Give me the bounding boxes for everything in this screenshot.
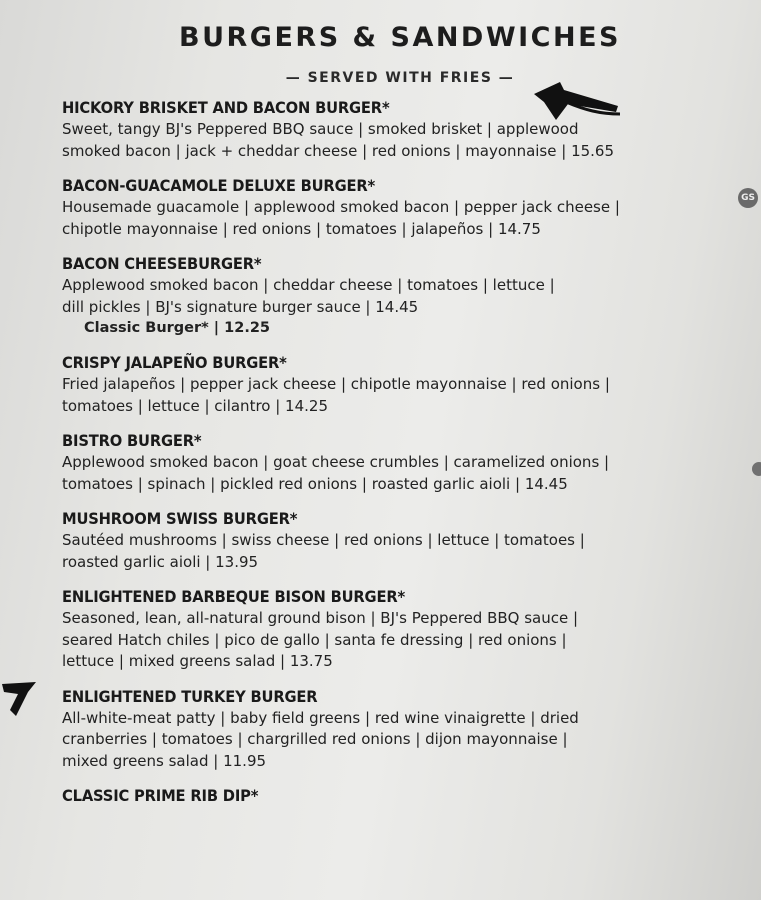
description-line: Applewood smoked bacon | cheddar cheese | tomatoes | lettuce | xyxy=(62,276,555,294)
description-line: Seasoned, lean, all-natural ground bison | BJ's Peppered BBQ sauce | xyxy=(62,609,579,627)
menu-section-title: BURGERS & SANDWICHES xyxy=(179,22,621,53)
description-line: tomatoes | lettuce | cilantro | 14.25 xyxy=(62,396,328,415)
menu-item-description xyxy=(62,275,742,318)
menu-item-name: CRISPY JALAPEÑO BURGER* xyxy=(62,353,287,372)
menu-item-name: ENLIGHTENED BARBEQUE BISON BURGER* xyxy=(62,587,406,606)
description-line: roasted garlic aioli | 13.95 xyxy=(62,552,259,571)
menu-item-description xyxy=(62,119,742,162)
menu-item-description xyxy=(62,452,742,495)
menu-item-name: ENLIGHTENED TURKEY BURGER xyxy=(62,686,318,706)
menu-item-name: BACON CHEESEBURGER* xyxy=(62,254,262,273)
description-line: chipotle mayonnaise | red onions | tomatoes | jalapeños | 14.75 xyxy=(62,219,541,238)
menu-item-name: CLASSIC PRIME RIB DIP* xyxy=(62,786,259,805)
description-line: Sautéed mushrooms | swiss cheese | red onions | lettuce | tomatoes | xyxy=(62,531,585,549)
hand-drawn-pointer-icon xyxy=(0,680,40,720)
menu-item-name: BISTRO BURGER* xyxy=(62,431,202,450)
menu-item-description xyxy=(62,374,742,417)
menu-item-description xyxy=(62,608,742,673)
menu-item xyxy=(62,254,742,339)
edge-dot-icon xyxy=(752,462,761,476)
menu-item xyxy=(62,509,742,573)
description-line: Housemade guacamole | applewood smoked bacon | pepper jack cheese | xyxy=(62,198,620,216)
description-line: seared Hatch chiles | pico de gallo | santa fe dressing | red onions | xyxy=(62,630,567,649)
description-line: Fried jalapeños | pepper jack cheese | chipotle mayonnaise | red onions | xyxy=(62,375,610,393)
gs-badge-icon: GS xyxy=(738,188,758,208)
description-line: Sweet, tangy BJ's Peppered BBQ sauce | smoked brisket | applewood xyxy=(62,120,579,138)
menu-sub-item: Classic Burger* | 12.25 xyxy=(84,320,271,336)
menu-item xyxy=(62,431,742,495)
description-line: lettuce | mixed greens salad | 13.75 xyxy=(62,652,333,670)
menu-item-name: MUSHROOM SWISS BURGER* xyxy=(62,509,298,528)
description-line: All-white-meat patty | baby field greens | red wine vinaigrette | dried xyxy=(62,708,579,727)
menu-item xyxy=(62,98,742,162)
menu-item-name: BACON-GUACAMOLE DELUXE BURGER* xyxy=(62,176,376,195)
description-line: cranberries | tomatoes | chargrilled red onions | dijon mayonnaise | xyxy=(62,730,568,748)
description-line: dill pickles | BJ's signature burger sauce | 14.45 xyxy=(62,297,419,316)
menu-item-description xyxy=(62,197,742,240)
menu-item xyxy=(62,176,742,240)
description-line: tomatoes | spinach | pickled red onions | roasted garlic aioli | 14.45 xyxy=(62,474,568,493)
description-line: smoked bacon | jack + cheddar cheese | red onions | mayonnaise | 15.65 xyxy=(62,141,615,160)
menu-item-description xyxy=(62,530,742,573)
menu-item-description xyxy=(62,708,742,773)
description-line: Applewood smoked bacon | goat cheese crumbles | caramelized onions | xyxy=(62,453,610,471)
menu-item xyxy=(62,587,742,673)
description-line: mixed greens salad | 11.95 xyxy=(62,751,267,770)
menu-item xyxy=(62,786,742,805)
menu-items-list xyxy=(62,98,742,819)
menu-section-subtitle: — SERVED WITH FRIES — xyxy=(285,70,515,86)
menu-item-name: HICKORY BRISKET AND BACON BURGER* xyxy=(62,98,390,117)
menu-item xyxy=(62,687,742,773)
menu-item xyxy=(62,353,742,417)
